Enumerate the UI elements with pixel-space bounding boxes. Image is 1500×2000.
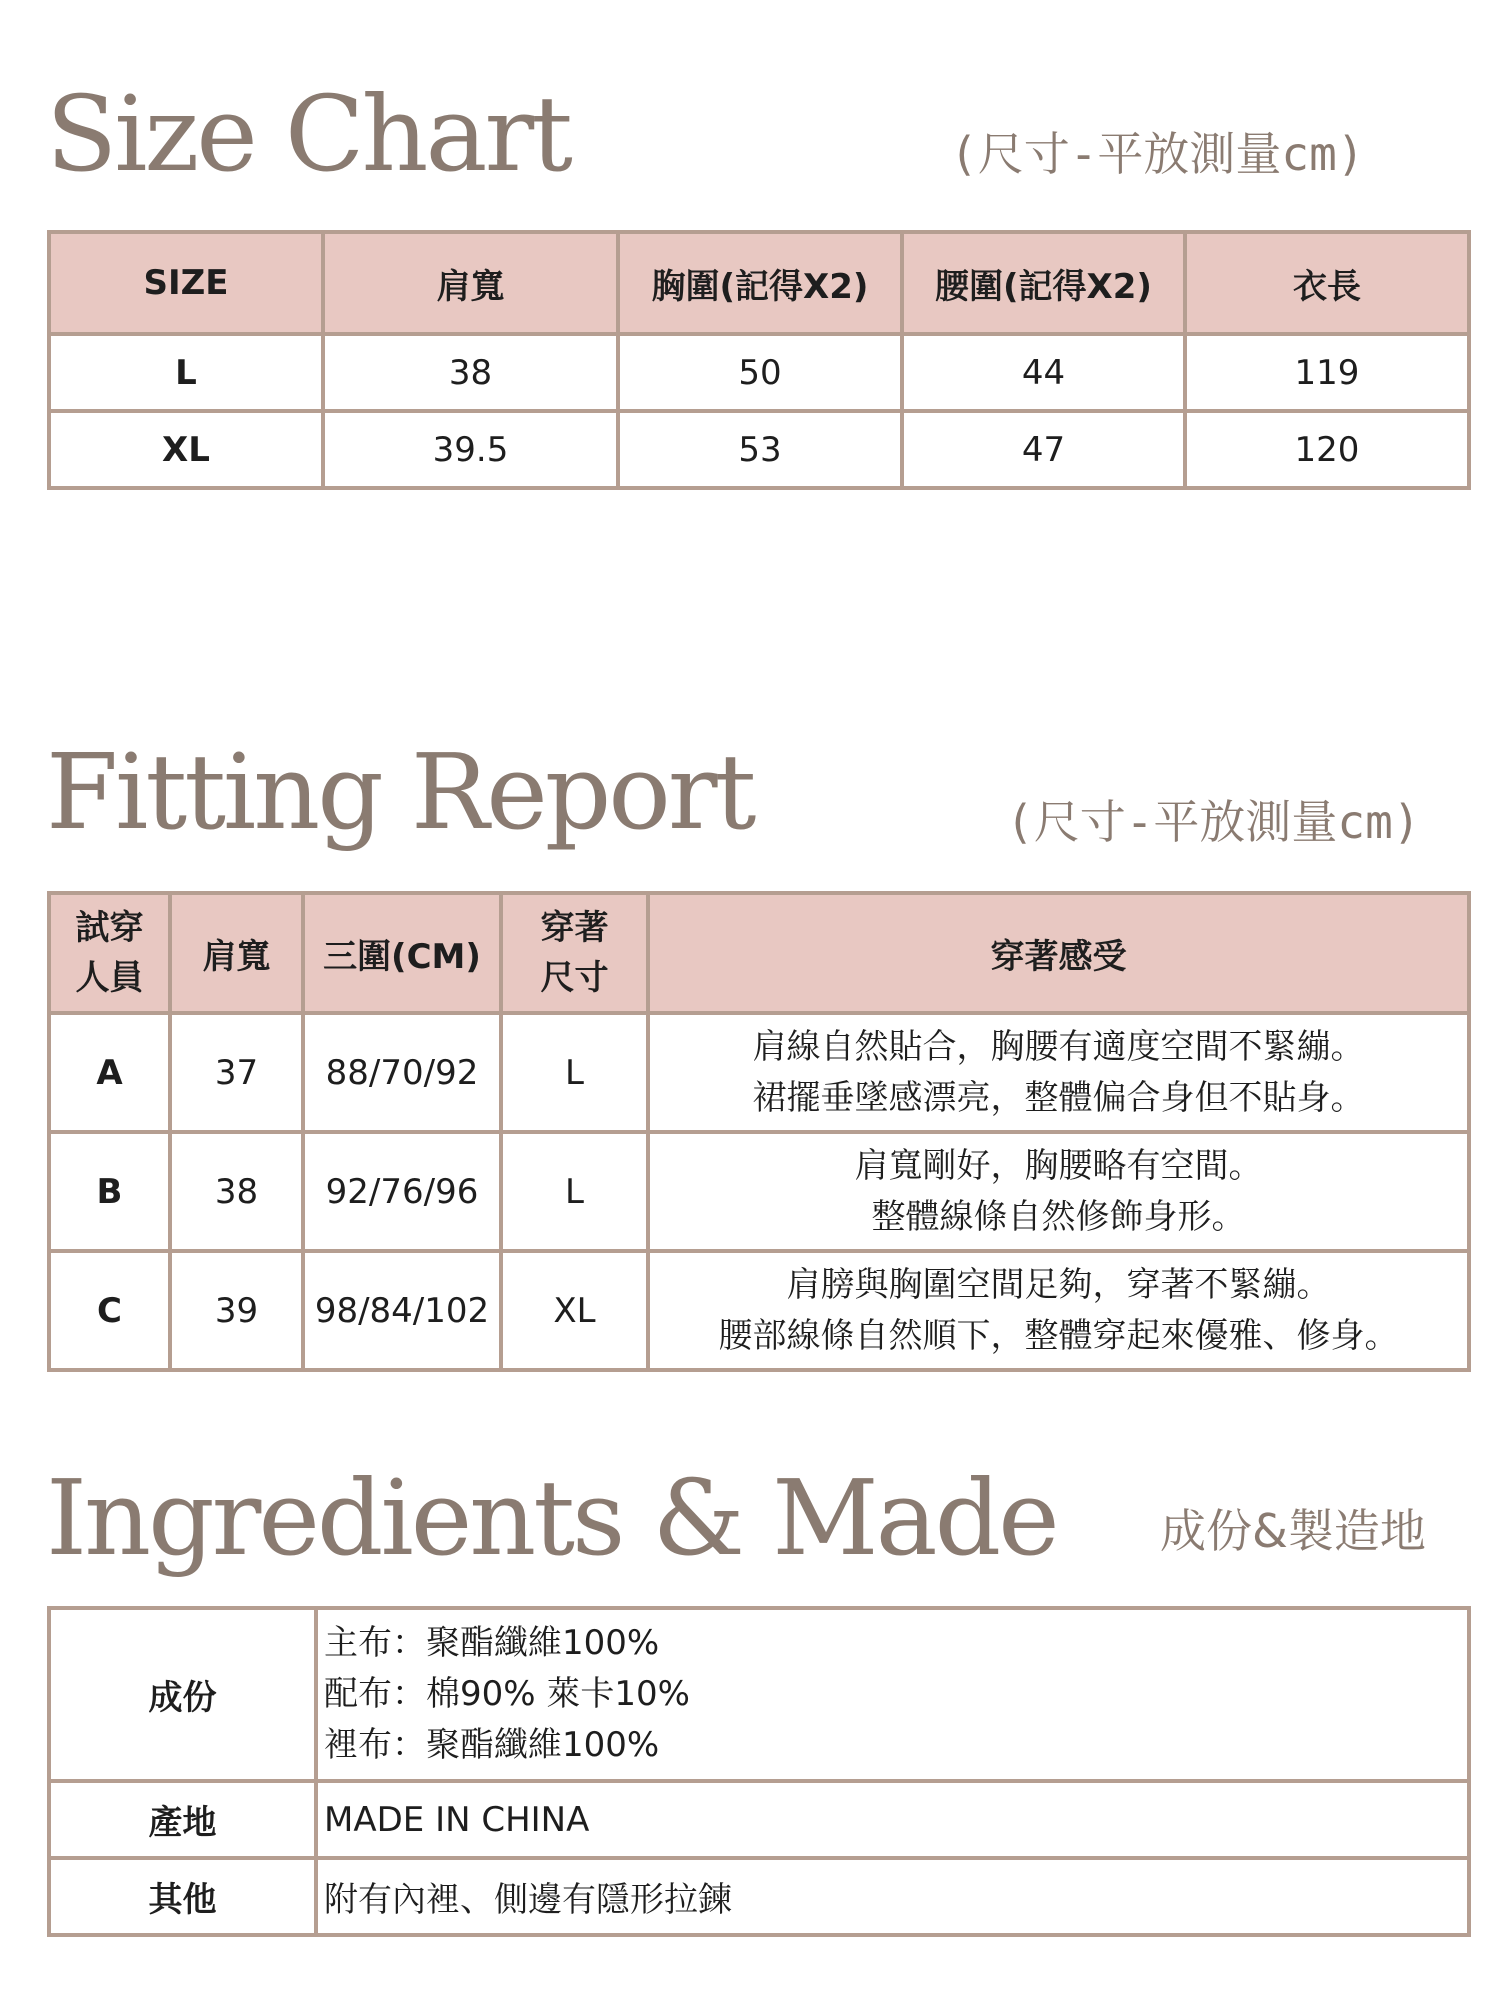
ingredients-value-origin: MADE IN CHINA: [316, 1781, 1469, 1858]
ingredients-subtitle: 成份&製造地: [1160, 1504, 1426, 1558]
table-cell: 53: [618, 411, 902, 488]
table-cell: 44: [902, 334, 1185, 411]
person-cell: B: [49, 1132, 170, 1251]
composition-line: 裡布：聚酯纖維100%: [324, 1725, 660, 1765]
composition-line: 主布：聚酯纖維100%: [324, 1623, 660, 1663]
table-row: [49, 411, 1469, 488]
table-row: [49, 1858, 1469, 1935]
ingredients-label-origin: 產地: [49, 1781, 316, 1858]
ingredients-table: [47, 1606, 1471, 1937]
table-cell: 39.5: [323, 411, 618, 488]
shoulder-cell: 37: [170, 1013, 303, 1132]
header-line: 人員: [75, 958, 144, 998]
shoulder-cell: 38: [170, 1132, 303, 1251]
size-chart-table: [47, 230, 1471, 490]
header-cell-measurements: 三圍(CM): [303, 893, 501, 1013]
ingredients-label-composition: 成份: [49, 1608, 316, 1781]
table-row: [49, 1251, 1469, 1370]
fitting-report-table: [47, 891, 1471, 1372]
ingredients-label-other: 其他: [49, 1858, 316, 1935]
size-chart-subtitle: (尺寸-平放測量cm): [950, 127, 1365, 181]
header-cell-waist: 腰圍(記得X2): [902, 232, 1185, 334]
size-label-cell: XL: [49, 411, 323, 488]
size-chart-header-row: [49, 232, 1469, 334]
ingredients-value-other: 附有內裡、側邊有隱形拉鍊: [316, 1858, 1469, 1935]
measurements-cell: 88/70/92: [303, 1013, 501, 1132]
header-cell-feedback: 穿著感受: [648, 893, 1469, 1013]
person-cell: C: [49, 1251, 170, 1370]
measurements-cell: 92/76/96: [303, 1132, 501, 1251]
worn-size-cell: XL: [501, 1251, 648, 1370]
feedback-cell: [648, 1251, 1469, 1370]
ingredients-title: Ingredients & Made: [46, 1457, 1057, 1579]
header-line: 穿著: [540, 908, 609, 948]
feedback-line: 肩寬剛好，胸腰略有空間。: [854, 1145, 1263, 1186]
feedback-line: 裙擺垂墜感漂亮，整體偏合身但不貼身。: [752, 1077, 1365, 1118]
feedback-line: 腰部線條自然順下，整體穿起來優雅、修身。: [718, 1315, 1399, 1356]
table-row: [49, 1781, 1469, 1858]
worn-size-cell: L: [501, 1132, 648, 1251]
table-cell: 47: [902, 411, 1185, 488]
size-chart-title: Size Chart: [46, 73, 570, 195]
header-cell-shoulder: 肩寬: [323, 232, 618, 334]
feedback-cell: [648, 1132, 1469, 1251]
table-row: [49, 1013, 1469, 1132]
table-cell: 38: [323, 334, 618, 411]
fitting-report-header-row: [49, 893, 1469, 1013]
header-cell-chest: 胸圍(記得X2): [618, 232, 902, 334]
ingredients-value-composition: [316, 1608, 1469, 1781]
table-row: [49, 334, 1469, 411]
header-cell-person: [49, 893, 170, 1013]
table-row: [49, 1132, 1469, 1251]
table-cell: 50: [618, 334, 902, 411]
table-cell: 120: [1185, 411, 1469, 488]
header-cell-shoulder: 肩寬: [170, 893, 303, 1013]
size-label-cell: L: [49, 334, 323, 411]
table-cell: 119: [1185, 334, 1469, 411]
feedback-line: 整體線條自然修飾身形。: [871, 1196, 1246, 1237]
header-cell-length: 衣長: [1185, 232, 1469, 334]
fitting-report-subtitle: (尺寸-平放測量cm): [1006, 795, 1421, 849]
header-cell-size: SIZE: [49, 232, 323, 334]
header-cell-worn-size: [501, 893, 648, 1013]
feedback-cell: [648, 1013, 1469, 1132]
header-line: 試穿: [75, 908, 144, 948]
composition-line: 配布：棉90% 萊卡10%: [324, 1674, 690, 1714]
person-cell: A: [49, 1013, 170, 1132]
feedback-line: 肩線自然貼合，胸腰有適度空間不緊繃。: [752, 1026, 1365, 1067]
shoulder-cell: 39: [170, 1251, 303, 1370]
fitting-report-title: Fitting Report: [46, 731, 754, 853]
measurements-cell: 98/84/102: [303, 1251, 501, 1370]
table-row: [49, 1608, 1469, 1781]
header-line: 尺寸: [540, 958, 609, 998]
feedback-line: 肩膀與胸圍空間足夠，穿著不緊繃。: [786, 1264, 1331, 1305]
worn-size-cell: L: [501, 1013, 648, 1132]
